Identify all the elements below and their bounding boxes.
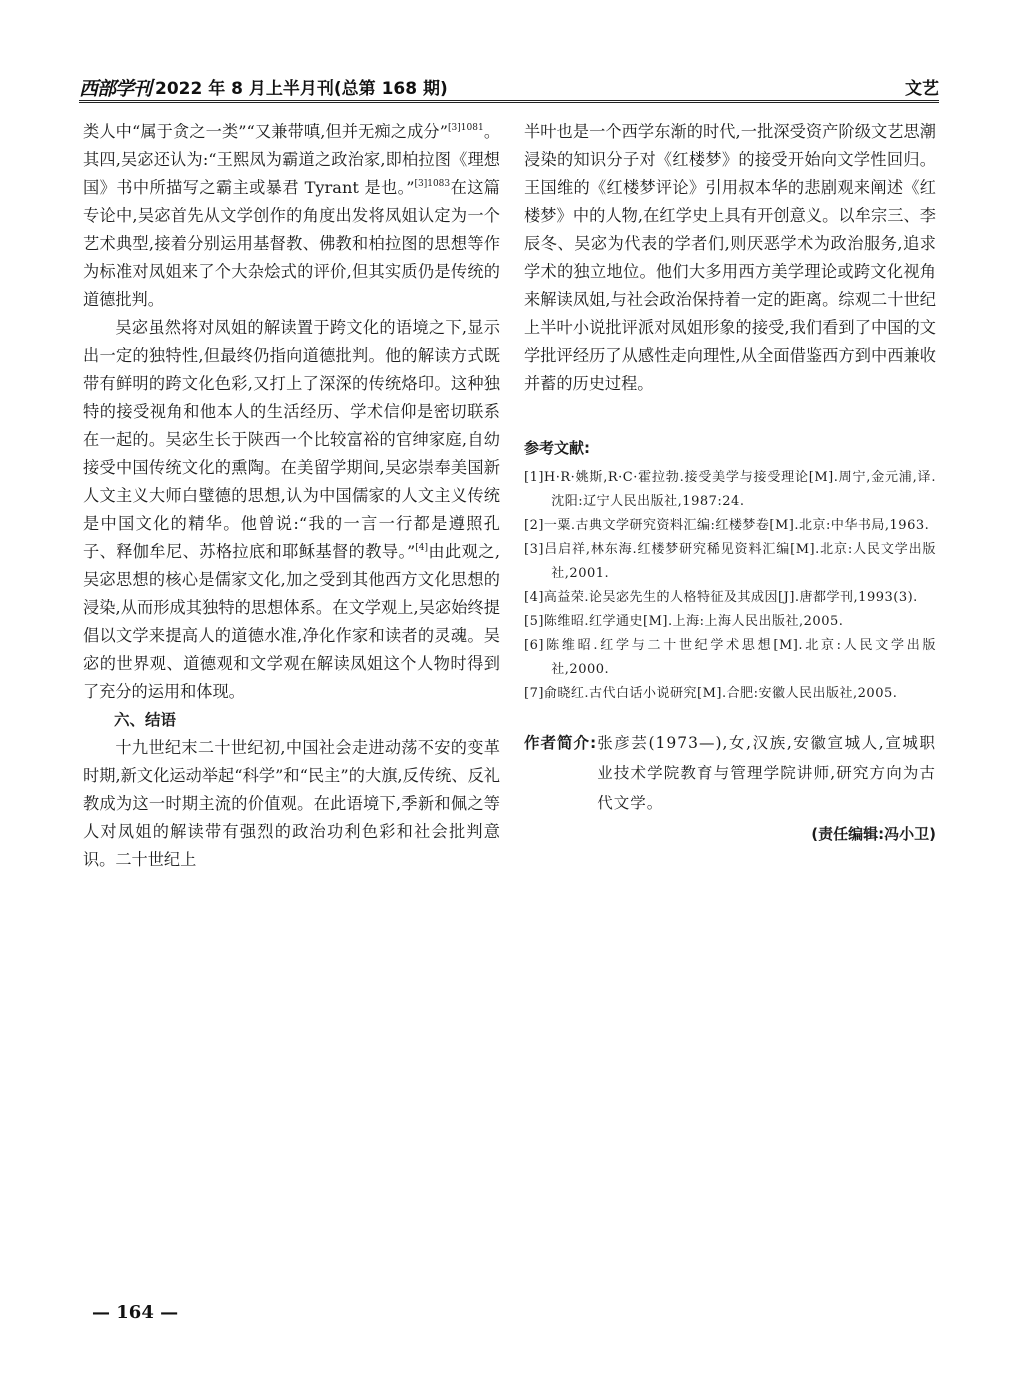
running-header — [79, 72, 939, 98]
issue-info: 2022 年 8 月上半月刊(总第 168 期) — [155, 79, 448, 99]
paragraph: 十九世纪末二十世纪初,中国社会走进动荡不安的变革时期,新文化运动举起“科学”和“民主”的大旗,反传统、反礼教成为这一时期主流的价值观。在此语境下,季新和佩之等人对凤姐的解读带有强烈的政治功利色彩和社会批判意识。二十世纪上 — [83, 738, 500, 869]
reference-item: [7]俞晓红.古代白话小说研究[M].合肥:安徽人民出版社,2005. — [524, 686, 898, 701]
author-label: 作者简介: — [524, 734, 598, 752]
references-heading: 参考文献: — [524, 439, 590, 457]
reference-item: [1]H·R·姚斯,R·C·霍拉勃.接受美学与接受理论[M].周宁,金元浦,译.沈阳:辽宁人民出版社,1987:24. — [524, 470, 936, 509]
left-column — [83, 118, 500, 874]
paragraph: 半叶也是一个西学东渐的时代,一批深受资产阶级文艺思潮浸染的知识分子对《红楼梦》的接受开始向文学性回归。王国维的《红楼梦评论》引用叔本华的悲剧观来阐述《红楼梦》中的人物,在红学史上具有开创意义。以牟宗三、李辰冬、吴宓为代表的学者们,则厌恶学术为政治服务,追求学术的独立地位。他们大多用西方美学理论或跨文化视角来解读凤姐,与社会政治保持着一定的距离。综观二十世纪上半叶小说批评派对凤姐形象的接受,我们看到了中国的文学批评经历了从感性走向理性,从全面借鉴西方到中西兼收并蓄的历史过程。 — [524, 122, 936, 393]
right-column — [524, 118, 936, 848]
author-bio — [524, 728, 936, 818]
journal-logo: 西部学刊 — [79, 78, 152, 100]
reference-item: [5]陈维昭.红学通史[M].上海:上海人民出版社,2005. — [524, 614, 844, 629]
reference-item: [3]吕启祥,林东海.红楼梦研究稀见资料汇编[M].北京:人民文学出版社,2001. — [524, 542, 936, 581]
section-label: 文艺 — [905, 79, 939, 99]
page-number: — 164 — — [92, 1302, 179, 1323]
paragraph: 吴宓虽然将对凤姐的解读置于跨文化的语境之下,显示出一定的独特性,但最终仍指向道德批判。他的解读方式既带有鲜明的跨文化色彩,又打上了深深的传统烙印。这种独特的接受视角和他本人的生活经历、学术信仰是密切联系在一起的。吴宓生长于陕西一个比较富裕的官绅家庭,自幼接受中国传统文化的熏陶。在美留学期间,吴宓崇奉美国新人文主义大师白璧德的思想,认为中国儒家的人文主义传统是中国文化的精华。他曾说:“我的一言一行都是遵照孔子、释伽牟尼、苏格拉底和耶稣基督的教导。”[4]由此观之,吴宓思想的核心是儒家文化,加之受到其他西方文化思想的浸染,从而形成其独特的思想体系。在文学观上,吴宓始终提倡以文学来提高人的道德水准,净化作家和读者的灵魂。吴宓的世界观、道德观和文学观在解读凤姐这个人物时得到了充分的运用和体现。 — [83, 318, 500, 701]
reference-item: [2]一粟.古典文学研究资料汇编:红楼梦卷[M].北京:中华书局,1963. — [524, 518, 930, 533]
reference-item: [6]陈维昭.红学与二十世纪学术思想[M].北京:人民文学出版社,2000. — [524, 638, 936, 677]
header-rule — [79, 100, 939, 103]
citation: [3]1083 — [414, 179, 451, 189]
reference-list — [524, 466, 936, 706]
citation: [3]1081 — [448, 123, 484, 133]
citation: [4] — [415, 543, 428, 553]
paragraph: 类人中“属于贪之一类”“又兼带嗔,但并无痴之成分”$^{[3]1081}$。其四,吴宓还认为:“王熙凤为霸道之政治家,即柏拉图《理想国》书中所描写之霸主或暴君 Tyrant 是也。”$^{[3]1083}$在这篇专论中,吴宓首先从文学创作的角度出发将凤姐认定为一个艺术典型,接着分别运用基督教、佛教和柏拉图的思想等作为标准对凤姐来了个大杂烩式的评价,但其实质仍是传统的道德批判。 — [83, 122, 501, 309]
editor-note: (责任编辑:冯小卫) — [811, 825, 936, 843]
section-heading: 六、结语 — [114, 711, 177, 729]
author-text: 张彦芸(1973—),女,汉族,安徽宣城人,宣城职业技术学院教育与管理学院讲师,研究方向为古代文学。 — [597, 734, 936, 812]
reference-item: [4]高益荣.论吴宓先生的人格特征及其成因[J].唐都学刊,1993(3). — [524, 590, 918, 605]
